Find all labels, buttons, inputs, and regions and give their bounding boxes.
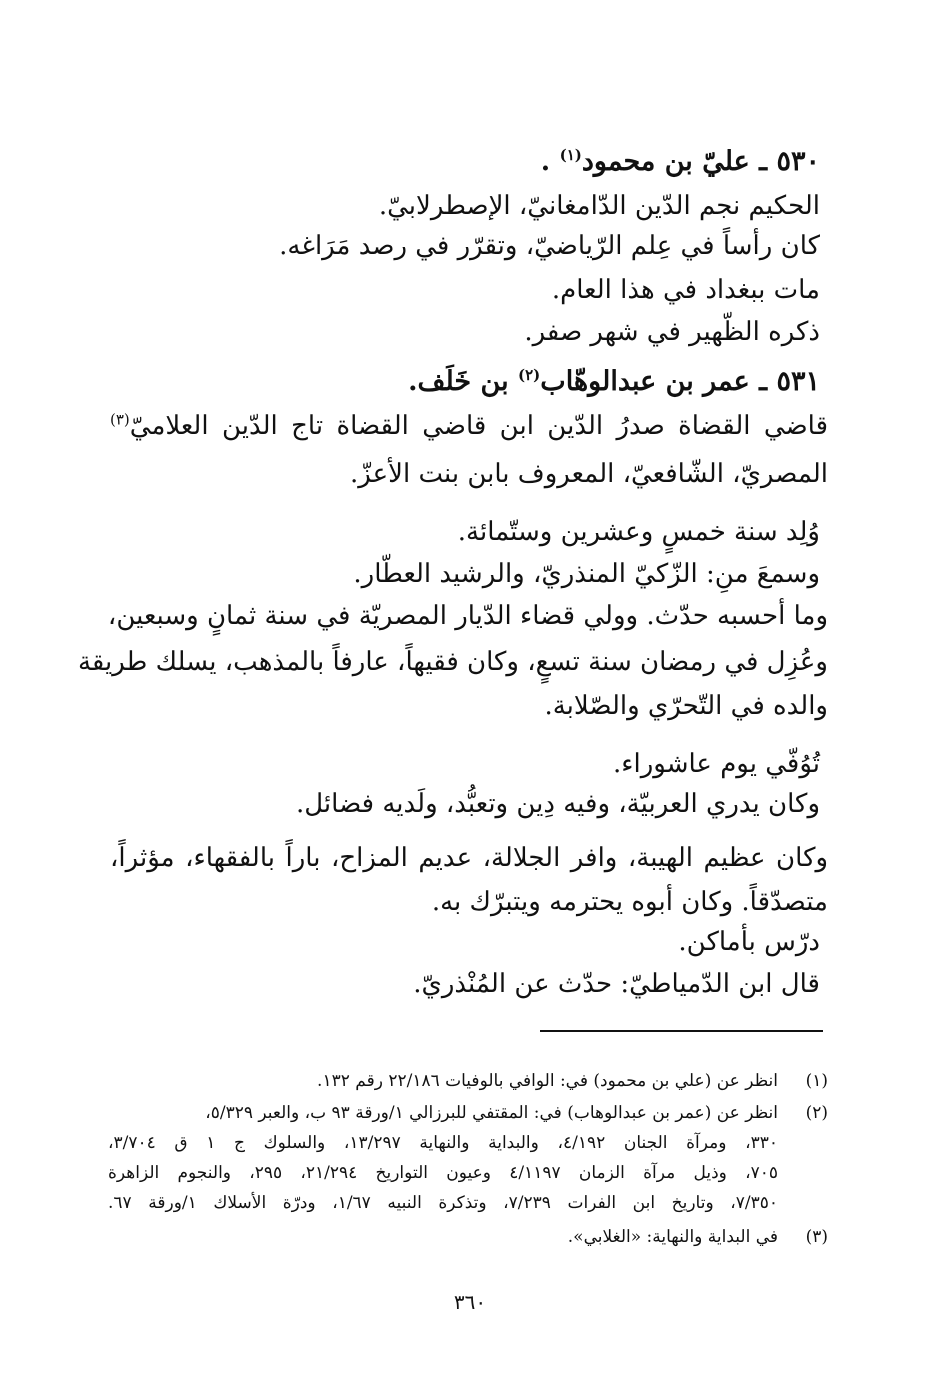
footnote-number: (٣): [805, 1227, 828, 1247]
text-line: وعُزِل في رمضان سنة تسعٍ، وكان فقيهاً، عارفاً بالمذهب، يسلك طريقة: [77, 647, 828, 677]
text-line: قال ابن الدّمياطيّ: حدّث عن المُنْذريّ.: [413, 969, 820, 999]
text-span: قاضي القضاة صدرُ الدّين ابن قاضي القضاة تاج الدّين العلاميّ: [129, 411, 828, 441]
text-line: وما أحسبه حدّث. وولي قضاء الدّيار المصريّة في سنة ثمانٍ وسبعين،: [107, 601, 828, 631]
text-line: درّس بأماكن.: [678, 927, 820, 957]
footnote-text: ٧٠٥، وذيل مرآة الزمان ٤/١١٩٧ وعيون التواريخ ٢١/٢٩٤، ٢٩٥، والنجوم الزاهرة: [108, 1163, 778, 1183]
entry-heading-end: بن خَلَف.: [408, 366, 518, 397]
entry-name: عليّ بن محمود: [581, 146, 750, 177]
entry-number: ٥٣١: [776, 366, 820, 397]
footnote-ref: (٢): [518, 366, 541, 384]
footnote-ref: (١): [559, 146, 582, 164]
text-line: تُوُفّي يوم عاشوراء.: [613, 749, 820, 779]
footnote-text: انظر عن (علي بن محمود) في: الوافي بالوفيات ٢٢/١٨٦ رقم ١٣٢.: [317, 1071, 778, 1091]
footnote-text: ٧/٣٥٠، وتاريخ ابن الفرات ٧/٢٣٩، وتذكرة النبيه ١/٦٧، ودرّة الأسلاك ١/ورقة ٦٧.: [108, 1193, 778, 1213]
text-line: وكان عظيم الهيبة، وافر الجلالة، عديم المزاح، باراً بالفقهاء، مؤثراً،: [110, 843, 828, 873]
text-line: والده في التّحرّي والصّلابة.: [544, 691, 828, 721]
text-line: المصريّ، الشّافعيّ، المعروف بابن بنت الأعزّ.: [350, 459, 828, 489]
footnote-ref: (٣): [110, 410, 130, 429]
text-line: كان رأساً في عِلم الرّياضيّ، وتقرّر في رصد مَرَاغه.: [279, 231, 820, 261]
footnote-separator: [540, 1030, 823, 1032]
text-line: وسمعَ منِ: الزّكيّ المنذريّ، والرشيد العطّار.: [353, 559, 820, 589]
text-line: متصدّقاً. وكان أبوه يحترمه ويتبرّك به.: [431, 887, 828, 917]
entry-530-heading: ٥٣٠ ـ عليّ بن محمود$^{(١)}$ .: [540, 146, 820, 177]
footnote-text: في البداية والنهاية: «الغلابي».: [567, 1227, 778, 1247]
footnote-text: انظر عن (عمر بن عبدالوهاب) في: المقتفي للبرزالي ١/ورقة ٩٣ ب، والعبر ٥/٣٢٩،: [205, 1103, 778, 1123]
footnote-text: ٣٣٠، ومرآة الجنان ٤/١٩٢، والبداية والنهاية ١٣/٢٩٧، والسلوك ج ١ ق ٣/٧٠٤،: [108, 1133, 778, 1153]
page-number: ٣٦٠: [453, 1290, 487, 1314]
text-line: وُلِد سنة خمسٍ وعشرين وستّمائة.: [457, 517, 820, 547]
text-line: مات ببغداد في هذا العام.: [551, 275, 820, 305]
footnote-number: (٢): [805, 1103, 828, 1123]
entry-heading-end: .: [540, 146, 560, 177]
text-line: وكان يدري العربيّة، وفيه دِين وتعبُّد، ولَديه فضائل.: [295, 789, 820, 819]
text-line: ذكره الظّهير في شهر صفر.: [524, 317, 820, 347]
entry-name: عمر بن عبدالوهّاب: [540, 366, 750, 397]
text-line: الحكيم نجم الدّين الدّامغانيّ، الإصطرلابيّ.: [378, 191, 820, 221]
entry-531-heading: ٥٣١ ـ عمر بن عبدالوهّاب$^{(٢)}$ بن خَلَف.: [408, 366, 820, 397]
entry-number: ٥٣٠: [776, 146, 820, 177]
footnote-number: (١): [805, 1071, 828, 1091]
text-line: [110, 404, 828, 448]
